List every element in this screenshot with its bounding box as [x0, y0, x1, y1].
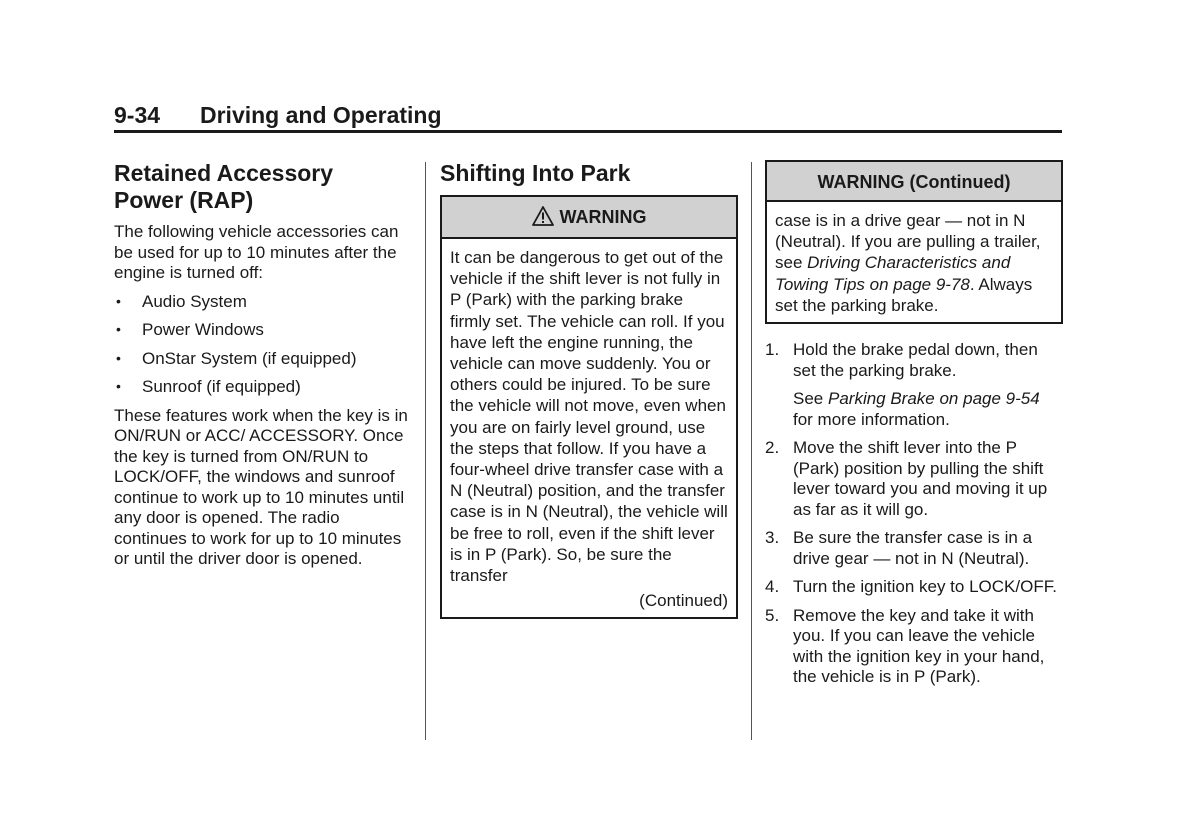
page-number: 9-34 [114, 102, 161, 128]
list-item [114, 320, 414, 341]
list-item [114, 292, 414, 313]
rap-intro: The following vehicle accessories can be used for up to 10 minutes after the engine is turned off: [114, 222, 399, 282]
step-number: 5. [765, 605, 780, 625]
rap-section [114, 160, 414, 570]
warning-continued-text: case is in a drive gear — not in N (Neutral). If you are pulling a trailer, see [775, 211, 1041, 273]
list-item [765, 577, 1063, 598]
rap-accessory-list [114, 292, 414, 398]
step-text: Remove the key and take it with you. If you can leave the vehicle with the ignition key in your hand, the vehicle is in P (Park). [793, 605, 1045, 687]
rap-closing: These features work when the key is in ON/RUN or ACC/ ACCESSORY. Once the key is turned from ON/RUN to LOCK/OFF, the windows and sunroof continue to work up to 10 minutes until any door is opened. The radio continues to work for up to 10 minutes or until the driver door is opened. [114, 405, 408, 568]
continued-label: (Continued) [639, 591, 728, 611]
column-divider [425, 162, 426, 740]
bullet-icon: • [116, 321, 121, 337]
step-number: 3. [765, 528, 780, 548]
towing-tips-reference: Driving Characteristics and Towing Tips on page 9-78 [775, 253, 1011, 294]
rap-heading [114, 160, 414, 214]
step-text: Be sure the transfer case is in a drive gear — not in N (Neutral). [793, 528, 1033, 568]
step-text: Move the shift lever into the P (Park) position by pulling the shift lever toward you and moving it up as far as it will go. [793, 438, 1048, 519]
bullet-icon: • [116, 292, 121, 309]
bullet-icon: • [116, 349, 121, 366]
column-divider [751, 162, 752, 740]
rap-heading-line1: Retained Accessory [114, 160, 334, 186]
park-section [440, 160, 738, 619]
section-title: Driving and Operating [200, 102, 442, 128]
step-text: Hold the brake pedal down, then set the parking brake. [793, 340, 1038, 380]
warning-box [440, 195, 738, 619]
see-tail: for more information. [793, 409, 950, 429]
list-item-text: Power Windows [142, 320, 264, 339]
parking-brake-reference: Parking Brake on page 9-54 [827, 389, 1040, 409]
step-number: 4. [765, 577, 780, 597]
warning-triangle-icon [532, 200, 554, 240]
step-text: Turn the ignition key to LOCK/OFF. [793, 577, 1057, 597]
list-item [114, 349, 414, 370]
step-see-also [793, 389, 1063, 430]
warning-continued-header: WARNING (Continued) [767, 162, 1061, 202]
list-item-text: OnStar System (if equipped) [142, 348, 357, 368]
list-item [114, 377, 414, 398]
list-item [765, 606, 1063, 688]
park-heading: Shifting Into Park [440, 160, 631, 186]
warning-continued-box [765, 160, 1063, 324]
warning-body [442, 239, 736, 617]
rap-heading-line2: Power (RAP) [114, 187, 254, 213]
warning-continued-body [767, 202, 1061, 322]
list-item-text: Sunroof (if equipped) [142, 377, 301, 396]
park-steps-list [765, 340, 1063, 688]
bullet-icon: • [116, 378, 121, 394]
see-label: See [793, 389, 828, 409]
park-steps-section [765, 160, 1063, 696]
warning-header [442, 197, 736, 239]
step-number: 2. [765, 438, 780, 458]
list-item-text: Audio System [142, 291, 247, 311]
warning-label: WARNING [559, 207, 647, 227]
page-header [114, 100, 1062, 133]
list-item [765, 438, 1063, 520]
step-number: 1. [765, 340, 780, 360]
warning-text: It can be dangerous to get out of the vehicle if the shift lever is not fully in P (Park) with the parking brake firmly set. The vehicle can roll. If you have left the engine running, the vehicle can move suddenly. You or others could be injured. To be sure the vehicle will not move, even when you are on fairly level ground, use the steps that follow. If you have a four-wheel drive transfer case with a N (Neutral) position, and the transfer case is in N (Neutral), the vehicle will be free to roll, even if the shift lever is in P (Park). So, be sure the transfer [450, 248, 728, 586]
list-item [765, 340, 1063, 430]
list-item [765, 528, 1063, 569]
warning-continued-tail: . Always set the parking brake. [775, 274, 1033, 315]
